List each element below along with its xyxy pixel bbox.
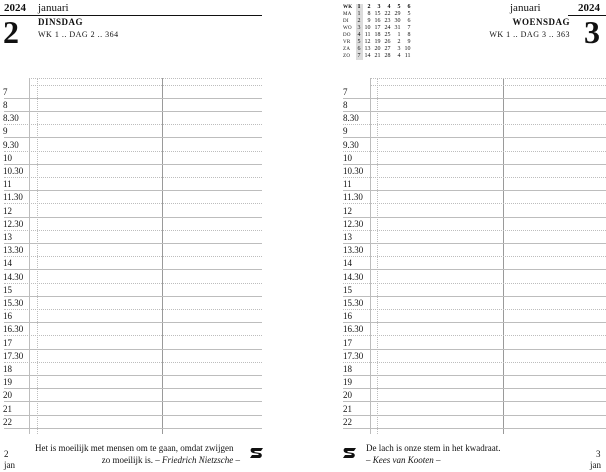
right-time-label: 20 <box>343 390 352 401</box>
calendar-week-number: 5 <box>397 4 401 10</box>
left-time-label: 7 <box>3 86 8 97</box>
left-time-row-line <box>4 217 262 218</box>
right-time-row-line <box>343 111 606 112</box>
left-time-label: 21 <box>3 403 12 414</box>
left-time-row-line <box>4 256 262 257</box>
right-time-row-line <box>343 401 606 402</box>
left-time-row-line <box>4 309 262 310</box>
left-grid-top-line <box>29 78 262 79</box>
calendar-date: 11 <box>404 53 411 59</box>
left-time-label: 8 <box>3 100 8 110</box>
left-time-row-line <box>4 177 262 178</box>
calendar-row <box>341 39 413 46</box>
left-time-row-line <box>4 375 262 376</box>
s-logo-icon <box>342 446 358 460</box>
calendar-week-number: 6 <box>407 4 411 10</box>
calendar-week-label: WK <box>343 5 353 10</box>
right-time-row-line <box>343 322 606 323</box>
calendar-week-number: 3 <box>377 4 381 10</box>
right-time-row-line <box>343 124 606 125</box>
right-time-label: 19 <box>343 377 352 388</box>
left-time-row-line <box>4 151 262 152</box>
right-grid-line <box>370 85 606 86</box>
right-time-row-line <box>343 349 606 350</box>
right-time-row-line <box>343 309 606 310</box>
calendar-date: 8 <box>407 32 411 38</box>
right-time-row-line <box>343 256 606 257</box>
calendar-date: 13 <box>364 46 371 52</box>
right-time-label: 11.30 <box>343 192 363 203</box>
left-page-month: jan <box>4 460 15 470</box>
calendar-date: 27 <box>384 46 391 52</box>
left-time-label: 11.30 <box>3 192 23 203</box>
left-time-label: 17 <box>3 337 12 348</box>
left-time-row-line <box>4 349 262 350</box>
calendar-day-label: ZO <box>343 54 351 59</box>
left-day-number: 2 <box>3 14 19 50</box>
calendar-date: 3 <box>397 46 401 52</box>
left-time-label: 9.30 <box>3 139 19 150</box>
left-time-row-line <box>4 137 262 138</box>
left-time-row-line <box>4 283 262 284</box>
left-month: januari <box>38 2 69 14</box>
left-time-label: 16.30 <box>3 324 24 335</box>
calendar-date: 24 <box>384 25 391 31</box>
right-time-row-line <box>343 230 606 231</box>
right-time-label: 17 <box>343 337 352 348</box>
right-time-label: 14.30 <box>343 271 364 282</box>
right-time-label: 9.30 <box>343 139 359 150</box>
right-time-label: 8.30 <box>343 113 359 124</box>
right-time-row-line <box>343 137 606 138</box>
right-quote-line1: De lach is onze stem in het kwadraat. <box>366 443 501 453</box>
left-time-label: 13 <box>3 232 12 242</box>
left-time-row-line <box>4 111 262 112</box>
right-time-row-line <box>343 203 606 204</box>
right-time-row-line <box>343 243 606 244</box>
calendar-date: 26 <box>384 39 391 45</box>
calendar-week-number: 4 <box>387 4 391 10</box>
left-time-row-line <box>4 362 262 363</box>
s-logo-icon <box>249 446 265 460</box>
right-time-label: 9 <box>343 126 348 137</box>
right-time-row-line <box>343 375 606 376</box>
calendar-date: 9 <box>367 18 371 24</box>
mini-calendar <box>341 4 413 60</box>
right-day-number: 3 <box>584 14 600 50</box>
right-time-row-line <box>343 164 606 165</box>
calendar-date: 8 <box>367 11 371 17</box>
calendar-week-number: 2 <box>367 4 371 10</box>
left-time-row-line <box>4 164 262 165</box>
calendar-date: 6 <box>407 18 411 24</box>
calendar-date: 30 <box>394 18 401 24</box>
left-time-label: 10.30 <box>3 166 24 176</box>
calendar-date: 9 <box>407 39 411 45</box>
calendar-date: 1 <box>357 11 361 17</box>
calendar-date: 25 <box>384 32 391 38</box>
calendar-date: 5 <box>357 39 361 45</box>
left-quote-line1: Het is moeilijk met mensen om te gaan, omdat zwijgen <box>35 443 234 453</box>
left-time-row-line <box>4 415 262 416</box>
right-time-row-line <box>343 190 606 191</box>
calendar-date: 16 <box>374 18 381 24</box>
calendar-date: 14 <box>364 53 371 59</box>
right-time-label: 21 <box>343 403 352 414</box>
right-time-label: 22 <box>343 416 352 427</box>
left-time-label: 16 <box>3 311 12 322</box>
left-quote-line2 <box>30 454 240 466</box>
right-time-row-line <box>343 98 606 99</box>
right-time-label: 16.30 <box>343 324 364 335</box>
right-time-label: 8 <box>343 100 348 110</box>
left-year: 2024 <box>4 2 26 14</box>
right-quote-author: – Kees van Kooten – <box>366 455 441 465</box>
left-time-row-line <box>4 322 262 323</box>
calendar-day-label: VR <box>343 40 351 45</box>
left-time-label: 18 <box>3 364 12 374</box>
right-time-label: 17.30 <box>343 350 364 361</box>
right-time-row-line <box>343 296 606 297</box>
left-quote-text-end: zo moeilijk is. <box>101 455 153 465</box>
right-grid-top-line <box>370 78 606 79</box>
left-time-label: 14 <box>3 258 12 269</box>
calendar-date: 17 <box>374 25 381 31</box>
left-time-label: 10 <box>3 152 12 163</box>
right-time-label: 18 <box>343 364 352 374</box>
right-time-label: 15.30 <box>343 298 364 308</box>
calendar-date: 20 <box>374 46 381 52</box>
calendar-day-label: MA <box>343 12 352 17</box>
right-time-label: 15 <box>343 284 352 295</box>
calendar-date: 7 <box>407 25 411 31</box>
right-time-label: 12 <box>343 205 352 216</box>
right-time-row-line <box>343 283 606 284</box>
right-time-label: 14 <box>343 258 352 269</box>
right-month: januari <box>510 2 541 14</box>
left-time-row-line <box>4 243 262 244</box>
right-time-row-line <box>343 269 606 270</box>
calendar-row <box>341 46 413 53</box>
calendar-row <box>341 25 413 32</box>
left-time-label: 13.30 <box>3 245 24 256</box>
left-time-label: 15 <box>3 284 12 295</box>
left-page-number: 2 <box>4 449 9 459</box>
right-page-month: jan <box>590 460 601 470</box>
left-time-row-line <box>4 203 262 204</box>
calendar-date: 7 <box>357 53 361 59</box>
left-time-label: 12 <box>3 205 12 216</box>
right-year: 2024 <box>578 2 600 14</box>
calendar-date: 22 <box>384 11 391 17</box>
left-time-row-line <box>4 124 262 125</box>
left-time-row-line <box>4 190 262 191</box>
left-time-row-line <box>4 230 262 231</box>
left-time-label: 9 <box>3 126 8 137</box>
calendar-date: 19 <box>374 39 381 45</box>
calendar-date: 6 <box>357 46 361 52</box>
left-time-label: 20 <box>3 390 12 401</box>
left-grid-line <box>29 85 262 86</box>
calendar-day-label: DO <box>343 33 351 38</box>
calendar-date: 3 <box>357 25 361 31</box>
calendar-date: 5 <box>407 11 411 17</box>
calendar-date: 15 <box>374 11 381 17</box>
right-time-row-line <box>343 217 606 218</box>
calendar-day-label: WO <box>343 26 352 31</box>
left-time-row-line <box>4 269 262 270</box>
left-quote-author: – Friedrich Nietzsche – <box>155 455 240 465</box>
right-time-label: 13 <box>343 232 352 242</box>
left-time-row-line <box>4 335 262 336</box>
calendar-date: 1 <box>397 32 401 38</box>
left-time-row-line <box>4 296 262 297</box>
right-weekday: WOENSDAG <box>512 17 570 27</box>
calendar-date: 10 <box>364 25 371 31</box>
right-time-row-line <box>343 335 606 336</box>
left-time-row-line <box>4 428 262 429</box>
calendar-date: 4 <box>397 53 401 59</box>
calendar-row <box>341 18 413 25</box>
right-time-label: 10.30 <box>343 166 364 176</box>
right-time-label: 13.30 <box>343 245 364 256</box>
right-week-info: WK 1 .. DAG 3 .. 363 <box>489 30 570 39</box>
calendar-date: 29 <box>394 11 401 17</box>
left-time-label: 17.30 <box>3 350 24 361</box>
left-header-rule <box>0 15 262 16</box>
right-time-row-line <box>343 415 606 416</box>
calendar-date: 18 <box>374 32 381 38</box>
left-weekday: DINSDAG <box>38 17 84 27</box>
left-week-info: WK 1 .. DAG 2 .. 364 <box>38 30 119 39</box>
calendar-date: 2 <box>357 18 361 24</box>
calendar-date: 23 <box>384 18 391 24</box>
right-time-row-line <box>343 151 606 152</box>
calendar-date: 10 <box>404 46 411 52</box>
calendar-date: 12 <box>364 39 371 45</box>
left-time-label: 11 <box>3 179 12 190</box>
calendar-date: 28 <box>384 53 391 59</box>
calendar-date: 31 <box>394 25 401 31</box>
left-time-label: 8.30 <box>3 113 19 124</box>
calendar-row <box>341 53 413 60</box>
right-time-row-line <box>343 177 606 178</box>
right-time-label: 7 <box>343 86 348 97</box>
calendar-date: 2 <box>397 39 401 45</box>
left-time-label: 12.30 <box>3 218 24 229</box>
right-time-row-line <box>343 428 606 429</box>
calendar-row <box>341 32 413 39</box>
left-time-label: 22 <box>3 416 12 427</box>
right-time-row-line <box>343 388 606 389</box>
calendar-date: 21 <box>374 53 381 59</box>
right-time-row-line <box>343 362 606 363</box>
left-time-row-line <box>4 388 262 389</box>
left-time-row-line <box>4 98 262 99</box>
right-time-label: 16 <box>343 311 352 322</box>
left-time-label: 15.30 <box>3 298 24 308</box>
calendar-date: 11 <box>364 32 371 38</box>
left-time-label: 14.30 <box>3 271 24 282</box>
left-time-label: 19 <box>3 377 12 388</box>
calendar-week-number: 1 <box>357 4 361 10</box>
left-time-row-line <box>4 401 262 402</box>
right-time-label: 12.30 <box>343 218 364 229</box>
calendar-row <box>341 11 413 18</box>
right-time-label: 11 <box>343 179 352 190</box>
calendar-day-label: DI <box>343 19 349 24</box>
calendar-day-label: ZA <box>343 47 351 52</box>
right-time-label: 10 <box>343 152 352 163</box>
calendar-date: 4 <box>357 32 361 38</box>
right-page-number: 3 <box>596 449 601 459</box>
